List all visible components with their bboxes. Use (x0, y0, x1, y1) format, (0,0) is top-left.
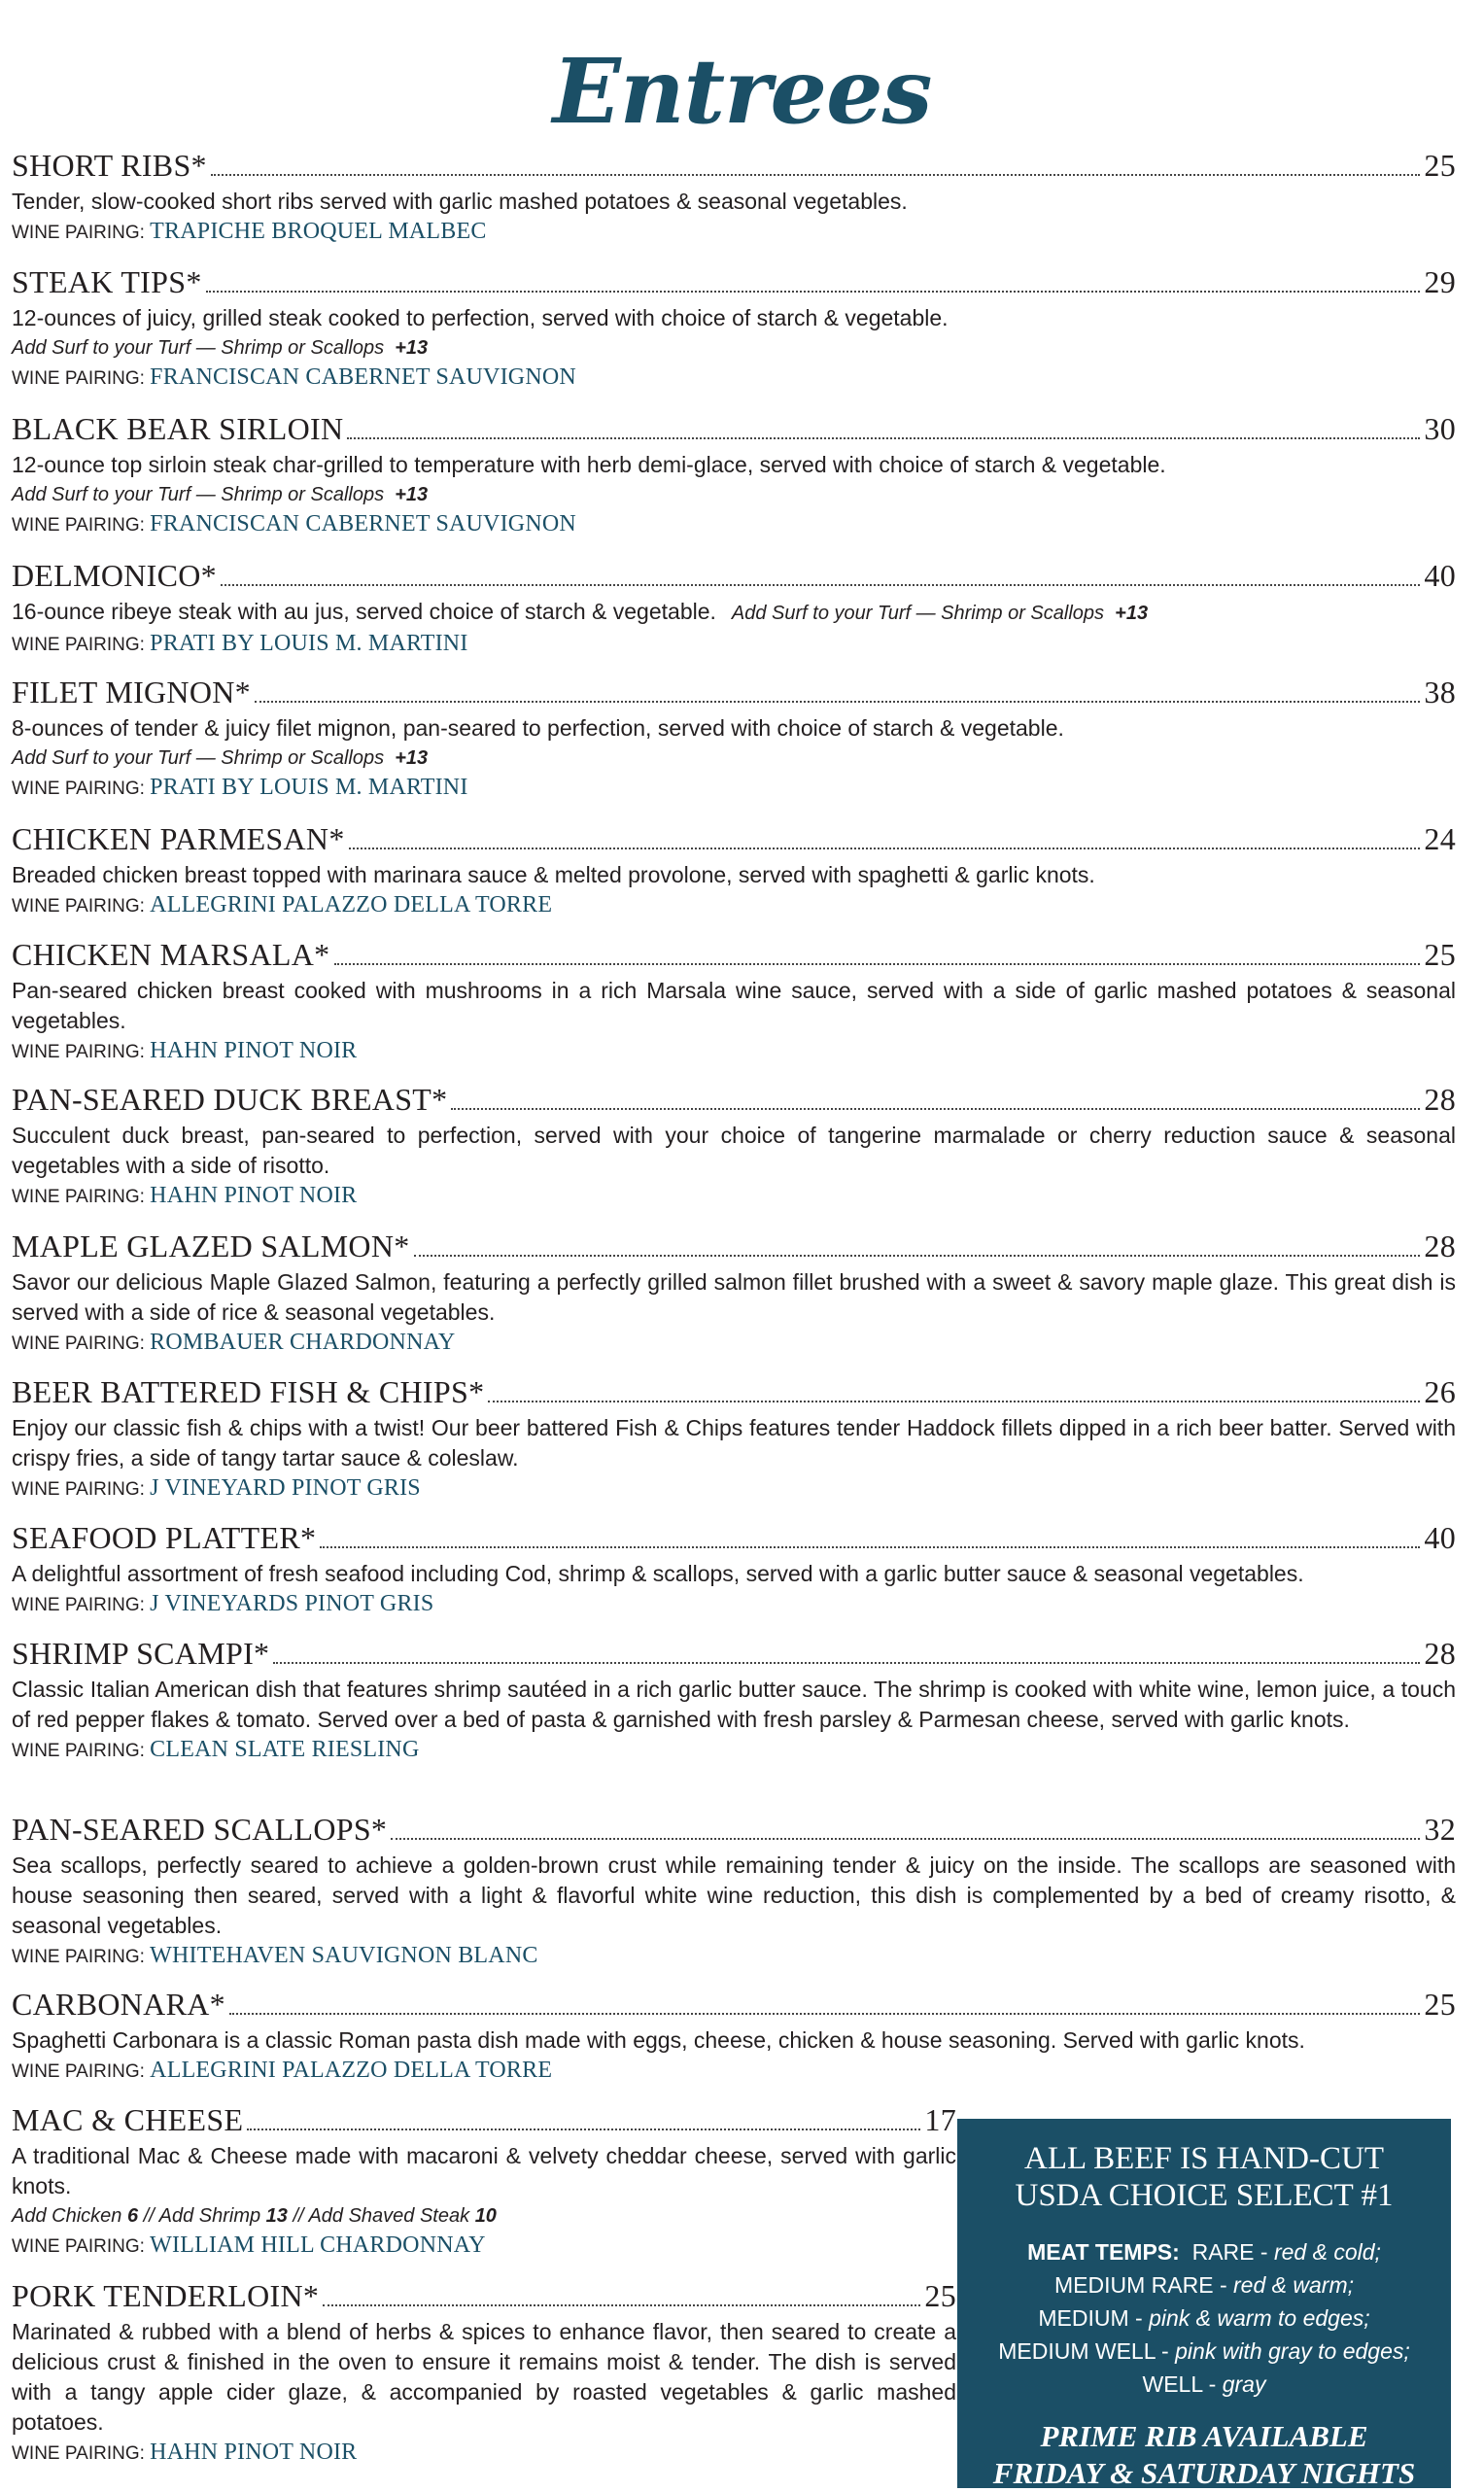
item-description: Spaghetti Carbonara is a classic Roman pasta dish made with eggs, cheese, chicken & house seasoning. Served with garlic knots. (12, 2027, 1305, 2053)
item-name: MAC & CHEESE (12, 2102, 244, 2137)
item-description: Classic Italian American dish that features shrimp sautéed in a rich garlic butter sauce. The shrimp is cooked with white wine, lemon juice, a touch of red pepper flakes & tomato. Served over a bed of pasta & garnished with fresh parsley & Parmesan cheese, served with garlic knots. (12, 1677, 1456, 1732)
prime-rib-notice: PRIME RIB AVAILABLE FRIDAY & SATURDAY NIGHTS (992, 2419, 1416, 2490)
dot-leader (334, 963, 1421, 965)
item-price: 26 (1424, 1374, 1456, 1409)
wine-name: HAHN PINOT NOIR (150, 1183, 358, 1208)
item-price: 40 (1424, 558, 1456, 593)
surf-addon: Add Surf to your Turf — Shrimp or Scallops +13 (12, 747, 429, 769)
menu-item-delmonico (12, 558, 1456, 660)
wine-pairing: WINE PAIRING: J VINEYARD PINOT GRIS (12, 1475, 421, 1501)
wine-name: HAHN PINOT NOIR (150, 1038, 358, 1063)
item-name: BLACK BEAR SIRLOIN (12, 411, 344, 446)
item-price: 28 (1424, 1229, 1456, 1263)
wine-name: ALLEGRINI PALAZZO DELLA TORRE (150, 892, 553, 917)
beef-heading-line2: USDA CHOICE SELECT #1 (1015, 2178, 1394, 2213)
dot-leader (229, 2013, 1420, 2015)
wine-pairing: WINE PAIRING: ROMBAUER CHARDONNAY (12, 1330, 456, 1355)
menu-item-shrimp-scampi (12, 1636, 1456, 1766)
menu-item-scallops (12, 1812, 1456, 1972)
item-description: Tender, slow-cooked short ribs served with garlic mashed potatoes & seasonal vegetables. (12, 189, 908, 214)
wine-pairing: WINE PAIRING: TRAPICHE BROQUEL MALBEC (12, 219, 487, 244)
dot-leader (206, 291, 1421, 293)
wine-pairing: WINE PAIRING: FRANCISCAN CABERNET SAUVIGNON (12, 511, 576, 536)
menu-item-mac-cheese (12, 2102, 956, 2262)
menu-item-chicken-marsala (12, 937, 1456, 1067)
surf-addon: Add Surf to your Turf — Shrimp or Scallops +13 (731, 603, 1149, 624)
item-name: CHICKEN MARSALA* (12, 937, 330, 972)
item-price: 30 (1424, 411, 1456, 446)
item-price: 17 (924, 2102, 956, 2137)
menu-item-maple-salmon (12, 1229, 1456, 1359)
menu-item-black-bear-sirloin (12, 411, 1456, 540)
item-description: Savor our delicious Maple Glazed Salmon, featuring a perfectly grilled salmon fillet brushed with a sweet & savory maple glaze. This great dish is served with a side of rice & seasonal vegetables. (12, 1269, 1456, 1325)
menu-item-short-ribs (12, 148, 1456, 248)
menu-item-chicken-parmesan (12, 821, 1456, 921)
page-title: Entrees (552, 39, 932, 144)
item-name: DELMONICO* (12, 558, 217, 593)
dot-leader (451, 1108, 1420, 1110)
dot-leader (323, 2304, 920, 2306)
wine-name: FRANCISCAN CABERNET SAUVIGNON (150, 511, 576, 536)
wine-name: PRATI BY LOUIS M. MARTINI (150, 631, 468, 656)
item-price: 28 (1424, 1636, 1456, 1671)
menu-item-steak-tips (12, 264, 1456, 394)
wine-pairing: WINE PAIRING: WHITEHAVEN SAUVIGNON BLANC (12, 1943, 538, 1968)
item-description: Pan-seared chicken breast cooked with mushrooms in a rich Marsala wine sauce, served with a side of garlic mashed potatoes & seasonal vegetables. (12, 978, 1456, 1033)
wine-name: WILLIAM HILL CHARDONNAY (150, 2232, 486, 2258)
item-description: A traditional Mac & Cheese made with macaroni & velvety cheddar cheese, served with garlic knots. (12, 2143, 956, 2198)
item-price: 32 (1424, 1812, 1456, 1847)
item-price: 24 (1424, 821, 1456, 856)
item-price: 40 (1424, 1520, 1456, 1555)
item-name: SHORT RIBS* (12, 148, 207, 183)
wine-pairing: WINE PAIRING: ALLEGRINI PALAZZO DELLA TORRE (12, 2058, 553, 2083)
wine-name: TRAPICHE BROQUEL MALBEC (150, 219, 487, 244)
wine-name: J VINEYARD PINOT GRIS (150, 1475, 421, 1501)
item-description: 8-ounces of tender & juicy filet mignon, pan-seared to perfection, served with choice of starch & vegetable. (12, 715, 1064, 741)
item-description: 16-ounce ribeye steak with au jus, served choice of starch & vegetable. (12, 599, 716, 624)
wine-pairing: WINE PAIRING: CLEAN SLATE RIESLING (12, 1737, 420, 1762)
item-description: Breaded chicken breast topped with marinara sauce & melted provolone, served with spaghetti & garlic knots. (12, 862, 1095, 887)
wine-name: PRATI BY LOUIS M. MARTINI (150, 775, 468, 800)
surf-addon: Add Surf to your Turf — Shrimp or Scallops +13 (12, 484, 429, 505)
item-price: 25 (1424, 1987, 1456, 2022)
dot-leader (221, 584, 1420, 586)
dot-leader (349, 848, 1421, 849)
item-price: 28 (1424, 1082, 1456, 1117)
dot-leader (273, 1662, 1420, 1664)
wine-name: J VINEYARDS PINOT GRIS (150, 1591, 434, 1616)
wine-pairing: WINE PAIRING: WILLIAM HILL CHARDONNAY (12, 2232, 486, 2258)
item-name: MAPLE GLAZED SALMON* (12, 1229, 410, 1263)
item-price: 29 (1424, 264, 1456, 299)
beef-info-box (957, 2119, 1451, 2488)
menu-item-pork-tenderloin (12, 2278, 956, 2469)
dot-leader (347, 437, 1420, 439)
item-description: 12-ounces of juicy, grilled steak cooked to perfection, served with choice of starch & vegetable. (12, 305, 949, 330)
wine-pairing: WINE PAIRING: HAHN PINOT NOIR (12, 2440, 358, 2465)
item-name: SHRIMP SCAMPI* (12, 1636, 270, 1671)
wine-name: WHITEHAVEN SAUVIGNON BLANC (150, 1943, 538, 1968)
dot-leader (320, 1546, 1420, 1548)
mac-addons: Add Chicken 6 // Add Shrimp 13 // Add Shaved Steak 10 (12, 2205, 497, 2227)
dot-leader (488, 1401, 1420, 1402)
meat-temps: MEAT TEMPS: RARE - red & cold; MEDIUM RARE - red & warm; MEDIUM - pink & warm to edges; MEDIUM WELL - pink with gray to edges; WELL - gray (998, 2239, 1410, 2397)
item-description: Enjoy our classic fish & chips with a twist! Our beer battered Fish & Chips features tender Haddock fillets dipped in a rich beer batter. Served with crispy fries, a side of tangy tartar sauce & coleslaw. (12, 1415, 1456, 1471)
item-name: FILET MIGNON* (12, 675, 251, 710)
beef-heading-line1: ALL BEEF IS HAND-CUT (1023, 2141, 1384, 2176)
menu-item-fish-chips (12, 1374, 1456, 1505)
wine-name: ROMBAUER CHARDONNAY (150, 1330, 456, 1355)
wine-pairing: WINE PAIRING: J VINEYARDS PINOT GRIS (12, 1591, 434, 1616)
dot-leader (391, 1838, 1420, 1840)
item-description: 12-ounce top sirloin steak char-grilled to temperature with herb demi-glace, served with choice of starch & vegetable. (12, 452, 1166, 477)
item-price: 25 (1424, 148, 1456, 183)
dot-leader (255, 701, 1420, 703)
dot-leader (414, 1255, 1421, 1257)
item-price: 38 (1424, 675, 1456, 710)
meat-temps-label: MEAT TEMPS: (1027, 2239, 1180, 2265)
item-name: CARBONARA* (12, 1987, 225, 2022)
menu-item-seafood-platter (12, 1520, 1456, 1620)
item-description: A delightful assortment of fresh seafood including Cod, shrimp & scallops, served with a garlic butter sauce & seasonal vegetables. (12, 1561, 1304, 1586)
item-name: CHICKEN PARMESAN* (12, 821, 345, 856)
item-name: PAN-SEARED SCALLOPS* (12, 1812, 388, 1847)
wine-name: CLEAN SLATE RIESLING (150, 1737, 420, 1762)
wine-pairing: WINE PAIRING: HAHN PINOT NOIR (12, 1183, 358, 1208)
wine-pairing: WINE PAIRING: PRATI BY LOUIS M. MARTINI (12, 631, 468, 656)
surf-addon: Add Surf to your Turf — Shrimp or Scallops +13 (12, 337, 429, 359)
wine-name: HAHN PINOT NOIR (150, 2440, 358, 2465)
menu-item-duck-breast (12, 1082, 1456, 1212)
menu-item-carbonara (12, 1987, 1456, 2087)
item-name: BEER BATTERED FISH & CHIPS* (12, 1374, 485, 1409)
item-description: Succulent duck breast, pan-seared to perfection, served with your choice of tangerine marmalade or cherry reduction sauce & seasonal vegetables with a side of risotto. (12, 1123, 1456, 1178)
item-description: Sea scallops, perfectly seared to achieve a golden-brown crust while remaining tender & juicy on the inside. The scallops are seasoned with house seasoning then seared, served with a light & flavorful white wine reduction, this dish is complemented by a bed of creamy risotto, & seasonal vegetables. (12, 1852, 1456, 1938)
wine-pairing: WINE PAIRING: FRANCISCAN CABERNET SAUVIGNON (12, 364, 576, 390)
menu-item-filet-mignon (12, 675, 1456, 804)
item-name: SEAFOOD PLATTER* (12, 1520, 317, 1555)
item-description: Marinated & rubbed with a blend of herbs & spices to enhance flavor, then seared to create a delicious crust & finished in the oven to ensure it remains moist & tender. The dish is served with a tangy apple cider glaze, & accompanied by roasted vegetables & garlic mashed potatoes. (12, 2319, 956, 2435)
wine-pairing: WINE PAIRING: PRATI BY LOUIS M. MARTINI (12, 775, 468, 800)
wine-pairing: WINE PAIRING: ALLEGRINI PALAZZO DELLA TORRE (12, 892, 553, 917)
item-name: PAN-SEARED DUCK BREAST* (12, 1082, 448, 1117)
item-price: 25 (1424, 937, 1456, 972)
item-name: PORK TENDERLOIN* (12, 2278, 320, 2313)
item-name: STEAK TIPS* (12, 264, 202, 299)
dot-leader (247, 2129, 920, 2130)
wine-pairing: WINE PAIRING: HAHN PINOT NOIR (12, 1038, 358, 1063)
wine-name: ALLEGRINI PALAZZO DELLA TORRE (150, 2058, 553, 2083)
wine-name: FRANCISCAN CABERNET SAUVIGNON (150, 364, 576, 390)
item-price: 25 (924, 2278, 956, 2313)
dot-leader (211, 174, 1421, 176)
